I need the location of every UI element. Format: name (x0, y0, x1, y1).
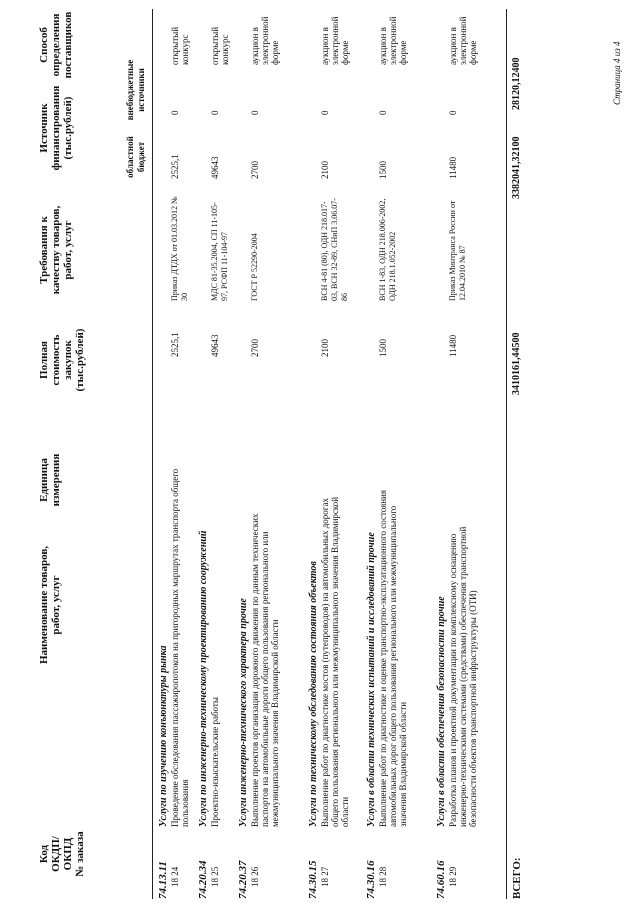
header-code: Код ОКДП/ ОКПД № заказа (38, 831, 86, 877)
order-number: 18 28 (378, 866, 388, 887)
item-regional: 11480 (448, 156, 458, 179)
section-code: 74.60.16 (435, 860, 447, 899)
item-extra: 0 (250, 110, 260, 115)
item-regional: 2700 (250, 161, 260, 179)
header-requirements: Требования к качеству товаров, работ, услуг (38, 205, 74, 295)
item-regional: 2525,1 (170, 154, 180, 179)
order-number: 18 29 (448, 866, 458, 887)
order-number: 18 26 (250, 866, 260, 887)
item-cost: 11480 (448, 334, 458, 357)
item-method: аукцион в электронной форме (250, 16, 280, 65)
header-full-cost: Полная стоимость закупок (тыс.рублей) (38, 328, 86, 392)
totals-regional: 3382041,32100 (511, 136, 522, 199)
item-extra: 0 (210, 110, 220, 115)
item-extra: 0 (378, 110, 388, 115)
item-method: аукцион в электронной форме (378, 16, 408, 65)
order-number: 18 24 (170, 866, 180, 887)
item-requirements: Приказ Минтранса России от 12.04.2010 № 87 (448, 200, 467, 301)
totals-extra: 28120,12400 (511, 57, 522, 110)
section-title: Услуги инженерно-технического характера прочие (238, 598, 249, 827)
item-extra: 0 (170, 110, 180, 115)
item-method: аукцион в электронной форме (320, 16, 350, 65)
totals-rule (506, 9, 507, 899)
item-regional: 49643 (210, 156, 220, 179)
header-rule (152, 9, 153, 899)
section-title: Услуги по изучению конъюнктуры рынка (158, 645, 169, 827)
item-name: Проведение обследования пассажиропотоков на пригородных маршрутах транспорта общего пользования (170, 468, 190, 827)
item-name: Выполнение работ по диагностике и оценке транспортно-эксплуатационного состояния автомобильных дорог общего пользования регионального или межмуниципального значения Владимирской области (378, 489, 408, 827)
totals-label: ВСЕГО: (511, 857, 523, 899)
item-regional: 1500 (378, 161, 388, 179)
item-cost: 1500 (378, 339, 388, 357)
item-name: Разработка планов и проектной документации по комплексному оснащению инженерно-техническими системами (средствами) обеспечения транспортной безопасности объектов транспортной инфраструктуры (ОТИ) (448, 526, 478, 827)
page-number: Страница 4 из 4 (612, 41, 622, 105)
header-name: Наименование товаров, работ, услуг (38, 545, 62, 665)
item-name: Выполнение проектов организации дорожного движения по данным технических паспортов на автомобильные дороги общего пользования регионального или межмуниципального значения Владимирской области (250, 513, 280, 827)
item-requirements: ГОСТ Р 52290-2004 (250, 233, 259, 301)
item-requirements: Приказ ДТДХ от 01.03.2012 № 30 (170, 196, 189, 301)
item-method: аукцион в электронной форме (448, 16, 478, 65)
header-unit: Единица измерения (38, 453, 62, 507)
section-code: 74.30.16 (365, 860, 377, 899)
item-name: Выполнение работ по диагностике мостов (путепроводов) на автомобильных дорогах общего пользования регионального или межмуниципального значения Владимирской области (320, 496, 350, 827)
header-method: Способ определения поставщиков (38, 11, 74, 79)
item-requirements: ВСН 4-81 (80), ОДН 218.017-03, ВСН 32-89, СНиП 3.06.07-86 (320, 198, 349, 301)
item-requirements: МДС 81-35.2004, СП 11-105-97, РСФП 11-104-97 (210, 202, 229, 301)
item-cost: 2525,1 (170, 332, 180, 357)
item-extra: 0 (320, 110, 330, 115)
section-code: 74.13.11 (157, 861, 169, 899)
item-name: Проектно-изыскательские работы (210, 697, 220, 827)
item-cost: 2700 (250, 339, 260, 357)
section-title: Услуги по техническому обследованию состояния объектов (308, 561, 319, 827)
item-cost: 49643 (210, 334, 220, 357)
section-title: Услуги по инженерно-техническому проектированию сооружений (198, 530, 209, 827)
item-cost: 2100 (320, 339, 330, 357)
header-source-regional: областной бюджет (125, 136, 146, 178)
order-number: 18 25 (210, 866, 220, 887)
item-regional: 2100 (320, 161, 330, 179)
section-title: Услуги в области обеспечения безопасности прочие (436, 596, 447, 827)
header-source-extra: внебюджетные источники (125, 59, 146, 121)
section-code: 74.30.15 (307, 860, 319, 899)
totals-cost: 3410161,44500 (511, 332, 522, 395)
section-code: 74.20.34 (197, 860, 209, 899)
order-number: 18 27 (320, 866, 330, 887)
header-source: Источник финансирования (тыс.рублей) (38, 85, 74, 171)
section-code: 74.20.37 (237, 860, 249, 899)
item-requirements: ВСН 1-83, ОДН 218.006-2002, ОДН 218.1.052-2002 (378, 198, 397, 301)
item-extra: 0 (448, 110, 458, 115)
item-method: открытый конкурс (210, 26, 230, 65)
item-method: открытый конкурс (170, 26, 190, 65)
section-title: Услуги в области технических испытаний и исследований прочие (366, 532, 377, 827)
